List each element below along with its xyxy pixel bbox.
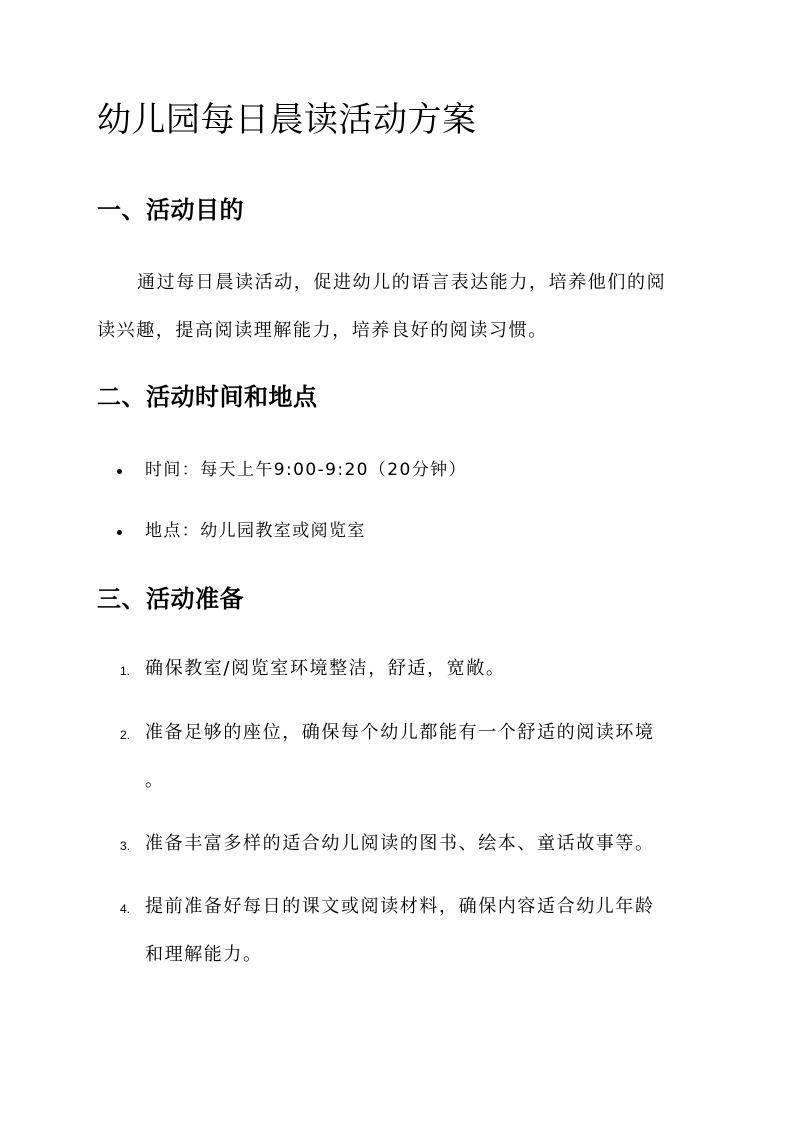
purpose-paragraph-line-2: 读兴趣，提高阅读理解能力，培养良好的阅读习惯。 <box>97 320 548 341</box>
list-item-text: 提前准备好每日的课文或阅读材料，确保内容适合幼儿年龄 <box>145 896 655 917</box>
bullet-text-place: 地点：幼儿园教室或阅览室 <box>145 521 366 541</box>
section-heading-time-place: 二、活动时间和地点 <box>97 383 318 411</box>
list-item-marker: 4. <box>120 902 131 916</box>
section-heading-preparation: 三、活动准备 <box>97 585 244 613</box>
list-item-text: 确保教室/阅览室环境整洁，舒适，宽敞。 <box>145 658 506 679</box>
document-title: 幼儿园每日晨读活动方案 <box>97 100 477 140</box>
bullet-text-time: 时间：每天上午9:00-9:20（20分钟） <box>145 460 467 480</box>
list-item-text: 准备足够的座位，确保每个幼儿都能有一个舒适的阅读环境 <box>145 722 655 743</box>
list-item-text: 准备丰富多样的适合幼儿阅读的图书、绘本、童话故事等。 <box>145 833 655 854</box>
purpose-paragraph-line-1: 通过每日晨读活动，促进幼儿的语言表达能力，培养他们的阅 <box>137 272 667 293</box>
list-item-text-continuation: 和理解能力。 <box>145 944 263 965</box>
bullet-dot-icon <box>117 530 122 535</box>
list-item-marker: 3. <box>120 839 131 853</box>
list-item-marker: 1. <box>120 664 131 678</box>
bullet-dot-icon <box>117 469 122 474</box>
section-heading-purpose: 一、活动目的 <box>97 196 244 224</box>
list-item-text-continuation: 。 <box>145 770 165 791</box>
list-item-marker: 2. <box>120 728 131 742</box>
